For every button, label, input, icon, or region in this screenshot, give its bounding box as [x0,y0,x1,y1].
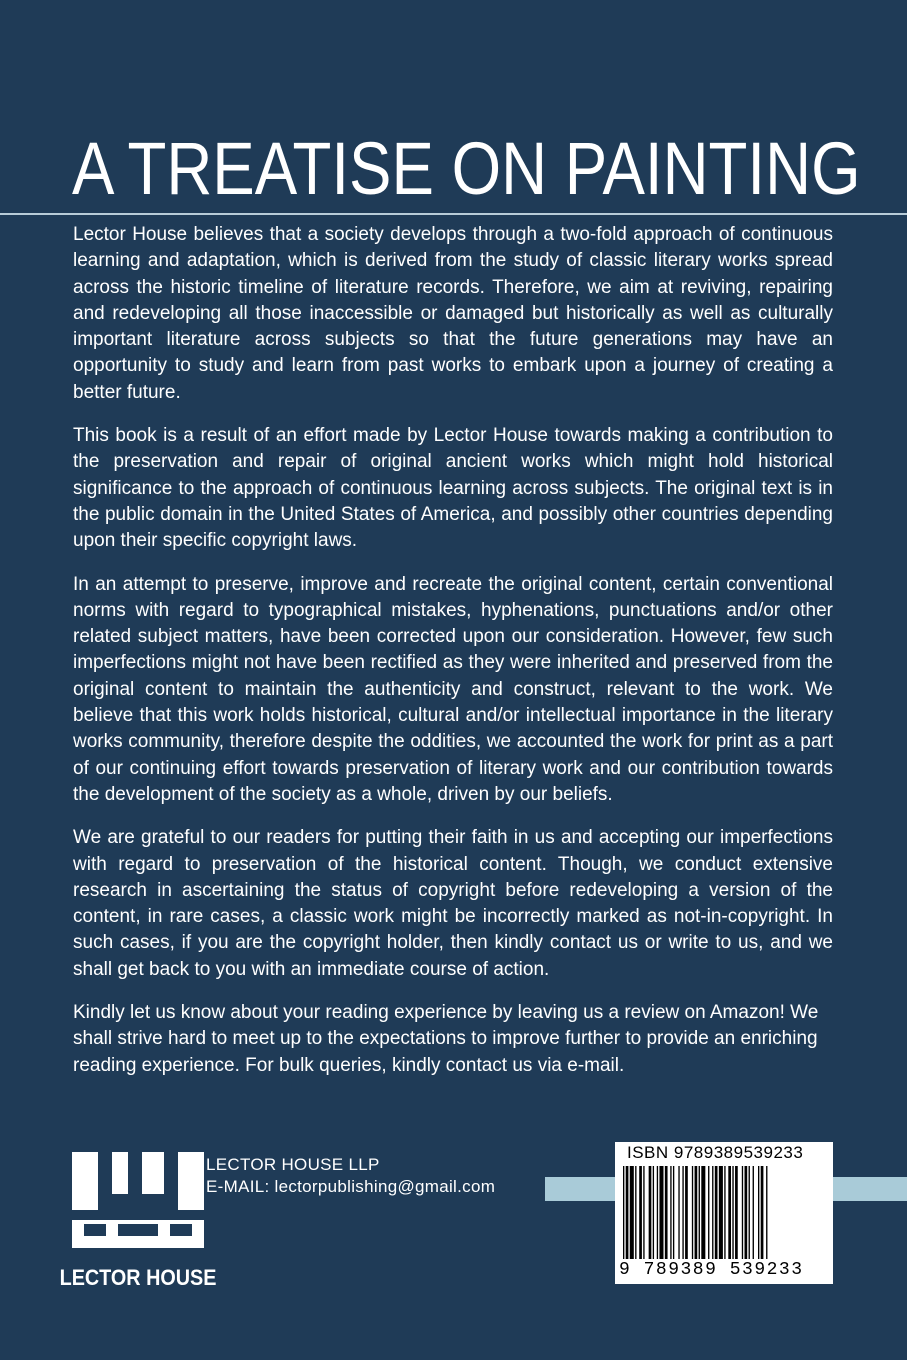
barcode-bar [653,1166,654,1262]
barcode-bar [678,1166,679,1262]
blurb-paragraph: Kindly let us know about your reading experience by leaving us a review on Amazon! We shall strive hard to meet up to the expectations to improve further to provide an enriching reading experience. For bulk queries, kindly contact us via e-mail. [73,1002,819,1076]
publisher-info [206,1154,495,1198]
barcode-bar [657,1166,658,1262]
barcode-bar [649,1166,652,1262]
barcode-bar [724,1166,725,1262]
barcode-bar [659,1166,663,1262]
barcode-bar [749,1166,750,1262]
blurb-paragraph: We are grateful to our readers for putting their faith in us and accepting our imperfections with regard to preservation of the historical content. Though, we conduct extensive research in ascertaining the status of copyright before redeveloping a version of the content, in rare cases, a classic work might be incorrectly marked as not-in-copyright. In such cases, if you are the copyright holder, then kindly contact us or write to us, and we shall get back to you with an immediate course of action. [73,827,833,980]
barcode-bar [670,1166,671,1262]
title-divider [0,213,907,215]
barcode-bar [673,1166,674,1262]
book-title: A TREATISE ON PAINTING [72,127,861,210]
blurb-paragraph: In an attempt to preserve, improve and recreate the original content, certain conventional norms with regard to typographical mistakes, hyphenations, punctuations and/or other related subject matters, have been corrected upon our consideration. However, few such imperfections might not have been rectified as they were inherited and preserved from the original content to maintain the authenticity and construct, relevant to the work. We believe that this work holds historical, cultural and/or intellectual importance in the literary works community, therefore despite the oddities, we accounted the work for print as a part of our continuing effort towards preservation of literary work and our contribution towards the development of the society as a whole, driven by our beliefs. [73,573,833,805]
logo-mark-icon [59,1152,217,1291]
barcode-bar [728,1166,731,1262]
barcode-bar [635,1166,636,1262]
barcode-bar [639,1166,642,1262]
blurb-paragraph: This book is a result of an effort made by Lector House towards making a contribution to the preservation and repair of original ancient works which might hold historical significance to the approach of continuous learning across subjects. The original text is in the public domain in the United States of America, and possibly other countries depending upon their specific copyright laws. [73,425,833,552]
barcode-bar [685,1166,688,1262]
barcode-bar [692,1166,693,1262]
barcode-bar [732,1166,733,1262]
barcode-bar [643,1166,644,1262]
barcode-bar [766,1166,767,1262]
barcode-icon [621,1166,827,1262]
barcode-bar [735,1166,738,1262]
logo-text: LECTOR HOUSE [59,1266,217,1291]
barcode-bar [701,1166,705,1262]
barcode-bar [715,1166,718,1262]
barcode-bar [623,1166,624,1262]
lector-house-logo [59,1152,217,1291]
barcode-bar [761,1166,764,1262]
barcode-bar [699,1166,700,1262]
isbn-digits: 9 789389 539233 [619,1259,829,1281]
barcode-bar [682,1166,683,1262]
publisher-name: LECTOR HOUSE LLP [206,1155,380,1174]
blurb [73,222,833,1096]
barcode-bar [630,1166,634,1262]
barcode-bar [626,1166,629,1262]
barcode-bar [742,1166,743,1262]
isbn-barcode [615,1142,833,1284]
barcode-bar [753,1166,754,1262]
barcode-bar [719,1166,723,1262]
barcode-bar [708,1166,709,1262]
publisher-email: E-MAIL: lectorpublishing@gmail.com [206,1177,496,1196]
blurb-paragraph: Lector House believes that a society develops through a two-fold approach of continuous learning and adaptation, which is derived from the study of classic literary works spread across the historic timeline of literature records. Therefore, we aim at reviving, repairing and redeveloping all those inaccessible or damaged but historically as well as culturally important literature across subjects so that the future generations may have an opportunity to study and learn from past works to embark upon a journey of creating a better future. [73,224,833,403]
barcode-bar [695,1166,698,1262]
barcode-bar [745,1166,748,1262]
barcode-bar [665,1166,668,1262]
isbn-label: ISBN 9789389539233 [627,1143,804,1162]
barcode-bar [758,1166,759,1262]
barcode-bar [712,1166,713,1262]
